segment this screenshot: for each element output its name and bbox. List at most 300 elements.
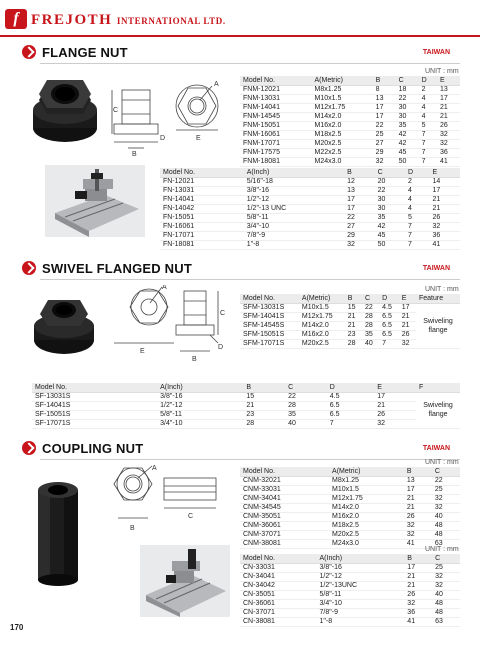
table-cell: CNM-36061 <box>240 521 329 530</box>
coupling-inch-table <box>240 554 460 627</box>
table-cell: 4 <box>405 195 429 204</box>
table-cell: 32 <box>432 572 460 581</box>
table-cell: CNM-33031 <box>240 485 329 494</box>
table-cell: FNM-13031 <box>240 94 312 103</box>
table-cell: 41 <box>437 157 460 166</box>
column-header: C <box>362 294 379 303</box>
column-header: D <box>419 76 437 85</box>
column-header: E <box>429 168 460 177</box>
table-cell: 21 <box>404 572 432 581</box>
table-cell: 17 <box>344 204 374 213</box>
table-cell: 21 <box>345 321 362 330</box>
table-cell: 17 <box>399 303 416 312</box>
table-cell: 1"-8 <box>317 617 405 626</box>
table-cell: SF-13031S <box>32 392 157 401</box>
table-cell: 12 <box>344 177 374 186</box>
table-cell: FNM-17575 <box>240 148 312 157</box>
column-header: D <box>405 168 429 177</box>
table-cell: 6.5 <box>327 401 375 410</box>
table-cell: 21 <box>404 494 432 503</box>
table-cell: FNM-16061 <box>240 130 312 139</box>
table-cell: 32 <box>374 419 416 428</box>
table-cell: 50 <box>375 240 405 249</box>
table-row <box>240 121 460 130</box>
table-cell: 3/4"-10 <box>244 222 344 231</box>
column-header: B <box>404 467 432 476</box>
swivel-nut-photo <box>28 290 100 358</box>
table-row <box>240 148 460 157</box>
table-row <box>240 563 460 572</box>
table-cell: 3/4"-10 <box>317 599 405 608</box>
table-cell: 41 <box>429 240 460 249</box>
column-header: C <box>285 383 327 392</box>
flange-inch-table <box>160 168 460 250</box>
table-cell: 22 <box>344 213 374 222</box>
table-cell: M10x1.5 <box>329 485 404 494</box>
table-cell: 13 <box>373 94 396 103</box>
table-cell: 15 <box>345 303 362 312</box>
table-cell: 7 <box>379 339 399 348</box>
dim-label-b: B <box>132 151 137 158</box>
coupling-nut-drawing <box>100 462 220 542</box>
table-cell: 40 <box>432 590 460 599</box>
table-cell: 35 <box>362 330 379 339</box>
brand-name <box>31 11 226 29</box>
table-cell: SF-15051S <box>32 410 157 419</box>
table-row <box>240 303 460 312</box>
column-header: B <box>345 294 362 303</box>
column-header: C <box>432 467 460 476</box>
table-cell: CN-33031 <box>240 563 317 572</box>
table-cell: CNM-37071 <box>240 530 329 539</box>
table-cell: SFM-17071S <box>240 339 299 348</box>
table-cell: 21 <box>374 401 416 410</box>
table-cell: FN-17071 <box>160 231 244 240</box>
unit-label: UNIT : mm <box>425 68 459 75</box>
section-title: COUPLING NUT <box>42 441 144 456</box>
table-cell: 35 <box>375 213 405 222</box>
table-cell: M16x2.0 <box>329 512 404 521</box>
table-cell: 27 <box>373 139 396 148</box>
table-row <box>160 186 460 195</box>
feature-cell: Swiveling flange <box>416 303 460 348</box>
table-cell: M8x1.25 <box>312 85 373 94</box>
table-cell: 21 <box>345 312 362 321</box>
table-cell: M8x1.25 <box>329 476 404 485</box>
table-cell: 22 <box>285 392 327 401</box>
table-cell: M12x1.75 <box>299 312 345 321</box>
column-header: B <box>243 383 285 392</box>
table-cell: 30 <box>375 204 405 213</box>
table-cell: 5 <box>405 213 429 222</box>
table-row <box>240 503 460 512</box>
table-cell: 36 <box>437 148 460 157</box>
table-cell: 4 <box>419 112 437 121</box>
table-cell: 45 <box>375 231 405 240</box>
table-cell: M24x3.0 <box>329 539 404 548</box>
section-rule <box>40 63 460 64</box>
table-row <box>240 581 460 590</box>
table-cell: 25 <box>373 130 396 139</box>
table-row <box>240 476 460 485</box>
table-cell: 50 <box>396 157 419 166</box>
column-header: C <box>432 554 460 563</box>
column-header: Model No. <box>240 467 329 476</box>
table-cell: 2 <box>419 85 437 94</box>
table-cell: 3/8"-16 <box>317 563 405 572</box>
table-cell: M16x2.0 <box>312 121 373 130</box>
table-cell: 40 <box>432 512 460 521</box>
table-cell: FNM-18081 <box>240 157 312 166</box>
table-cell: FNM-15051 <box>240 121 312 130</box>
table-cell: 22 <box>375 186 405 195</box>
table-row <box>160 231 460 240</box>
table-cell: 48 <box>432 599 460 608</box>
table-cell: 21 <box>429 195 460 204</box>
table-cell: 32 <box>404 521 432 530</box>
table-cell: SFM-13031S <box>240 303 299 312</box>
dim-label-e: E <box>140 348 145 355</box>
column-header: F <box>416 383 460 392</box>
column-header: D <box>327 383 375 392</box>
table-cell: 15 <box>243 392 285 401</box>
table-cell: FN-16061 <box>160 222 244 231</box>
chevron-icon <box>22 45 36 59</box>
table-row <box>32 410 460 419</box>
table-cell: M18x2.5 <box>329 521 404 530</box>
origin-label: TAIWAN <box>422 445 450 452</box>
table-cell: 7 <box>327 419 375 428</box>
table-cell: 23 <box>345 330 362 339</box>
table-cell: FN-12021 <box>160 177 244 186</box>
table-cell: 3/8"-16 <box>157 392 243 401</box>
table-cell: 20 <box>375 177 405 186</box>
table-cell: 36 <box>404 608 432 617</box>
table-cell: 6.5 <box>379 330 399 339</box>
dim-label-a: A <box>152 465 157 472</box>
table-row <box>240 94 460 103</box>
table-row <box>32 392 460 401</box>
table-cell: 26 <box>404 512 432 521</box>
column-header: A(Metric) <box>312 76 373 85</box>
table-cell: 32 <box>437 139 460 148</box>
table-cell: 4 <box>419 94 437 103</box>
feature-cell: Swiveling flange <box>416 392 460 428</box>
brand-logo: f <box>5 9 27 29</box>
table-row <box>240 530 460 539</box>
table-cell: 32 <box>437 130 460 139</box>
table-cell: 28 <box>362 321 379 330</box>
table-cell: 21 <box>429 204 460 213</box>
table-cell: 3/4"-10 <box>157 419 243 428</box>
coupling-application-photo <box>140 545 230 617</box>
table-cell: 17 <box>437 94 460 103</box>
table-cell: 4 <box>419 103 437 112</box>
table-cell: 26 <box>399 330 416 339</box>
table-cell: 26 <box>404 590 432 599</box>
table-cell: 5 <box>419 121 437 130</box>
table-cell: 28 <box>345 339 362 348</box>
table-row <box>240 521 460 530</box>
table-cell: 32 <box>404 599 432 608</box>
table-cell: M10x1.5 <box>312 94 373 103</box>
coupling-nut-section-header <box>20 438 460 460</box>
table-cell: 28 <box>285 401 327 410</box>
table-cell: CN-37071 <box>240 608 317 617</box>
column-header: B <box>373 76 396 85</box>
table-row <box>160 222 460 231</box>
table-cell: CNM-35051 <box>240 512 329 521</box>
section-title: FLANGE NUT <box>42 45 128 60</box>
table-cell: 27 <box>344 222 374 231</box>
table-cell: 35 <box>396 121 419 130</box>
column-header: E <box>399 294 416 303</box>
table-cell: 22 <box>432 476 460 485</box>
flange-nut-drawing <box>110 80 230 160</box>
table-row <box>32 401 460 410</box>
dim-label-c: C <box>188 513 194 520</box>
table-cell: 5/16"-18 <box>244 177 344 186</box>
table-cell: 5/8"-11 <box>157 410 243 419</box>
table-cell: 6.5 <box>327 410 375 419</box>
table-cell: 2 <box>405 177 429 186</box>
table-cell: 7 <box>419 157 437 166</box>
table-cell: 35 <box>285 410 327 419</box>
table-cell: 25 <box>432 485 460 494</box>
table-cell: CN-34042 <box>240 581 317 590</box>
table-cell: 32 <box>344 240 374 249</box>
table-cell: 21 <box>243 401 285 410</box>
table-cell: FNM-17071 <box>240 139 312 148</box>
unit-label: UNIT : mm <box>425 286 459 293</box>
table-cell: 6.5 <box>379 321 399 330</box>
table-cell: 48 <box>432 608 460 617</box>
table-cell: 32 <box>432 503 460 512</box>
column-header: A(Inch) <box>244 168 344 177</box>
table-cell: 7 <box>419 139 437 148</box>
table-cell: 7 <box>405 240 429 249</box>
table-row <box>160 213 460 222</box>
table-cell: 13 <box>344 186 374 195</box>
table-row <box>240 139 460 148</box>
column-header: B <box>344 168 374 177</box>
table-cell: 30 <box>375 195 405 204</box>
column-header: Model No. <box>160 168 244 177</box>
table-cell: SFM-14545S <box>240 321 299 330</box>
table-cell: FN-14042 <box>160 204 244 213</box>
table-row <box>240 617 460 626</box>
table-cell: 32 <box>373 157 396 166</box>
origin-label: TAIWAN <box>422 265 450 272</box>
table-row <box>160 177 460 186</box>
table-cell: 1"-8 <box>244 240 344 249</box>
dim-label-a: A <box>162 285 167 291</box>
table-cell: 8 <box>373 85 396 94</box>
dim-label-d: D <box>218 344 224 351</box>
table-cell: 63 <box>432 539 460 548</box>
section-rule <box>40 459 460 460</box>
table-row <box>240 485 460 494</box>
table-cell: CNM-32021 <box>240 476 329 485</box>
table-row <box>240 85 460 94</box>
table-cell: 23 <box>243 410 285 419</box>
table-row <box>240 512 460 521</box>
table-cell: 21 <box>437 112 460 121</box>
dim-label-b: B <box>130 525 135 532</box>
table-cell: FN-15051 <box>160 213 244 222</box>
table-cell: 41 <box>404 539 432 548</box>
dim-label-e: E <box>196 135 201 142</box>
table-cell: 21 <box>399 312 416 321</box>
flange-application-photo <box>45 165 145 237</box>
table-cell: 1/2"-12 <box>157 401 243 410</box>
table-cell: 4.5 <box>379 303 399 312</box>
table-cell: SFM-14041S <box>240 312 299 321</box>
table-cell: 28 <box>243 419 285 428</box>
unit-label: UNIT : mm <box>425 459 459 466</box>
table-cell: 13 <box>404 476 432 485</box>
dim-label-b: B <box>192 356 197 363</box>
column-header: A(Metric) <box>299 294 345 303</box>
table-cell: 32 <box>432 581 460 590</box>
table-cell: SFM-15051S <box>240 330 299 339</box>
table-row <box>32 419 460 428</box>
table-cell: 22 <box>362 303 379 312</box>
column-header: E <box>437 76 460 85</box>
table-cell: 21 <box>437 103 460 112</box>
table-cell: M10x1.5 <box>299 303 345 312</box>
table-cell: 7 <box>405 222 429 231</box>
table-cell: 6.5 <box>379 312 399 321</box>
table-cell: 48 <box>432 530 460 539</box>
table-cell: 29 <box>344 231 374 240</box>
table-cell: 17 <box>373 112 396 121</box>
column-header: D <box>379 294 399 303</box>
table-cell: 36 <box>429 231 460 240</box>
table-cell: 7 <box>419 148 437 157</box>
swivel-metric-table <box>240 294 460 349</box>
table-cell: 18 <box>396 85 419 94</box>
table-cell: CNM-34041 <box>240 494 329 503</box>
table-row <box>160 204 460 213</box>
column-header: A(Inch) <box>157 383 243 392</box>
table-cell: 17 <box>374 392 416 401</box>
dim-label-a: A <box>214 81 219 88</box>
swivel-flanged-nut-section-header <box>20 258 460 280</box>
table-cell: FNM-12021 <box>240 85 312 94</box>
table-cell: 21 <box>404 503 432 512</box>
table-cell: 29 <box>373 148 396 157</box>
column-header: C <box>375 168 405 177</box>
table-cell: M22x2.5 <box>312 148 373 157</box>
table-cell: 45 <box>396 148 419 157</box>
table-cell: 63 <box>432 617 460 626</box>
table-cell: 32 <box>429 222 460 231</box>
table-cell: 4 <box>405 204 429 213</box>
column-header: Model No. <box>240 76 312 85</box>
dim-label-c: C <box>220 310 226 317</box>
column-header: B <box>404 554 432 563</box>
header-divider <box>0 35 480 37</box>
table-cell: CN-36061 <box>240 599 317 608</box>
table-cell: 21 <box>399 321 416 330</box>
table-row <box>160 195 460 204</box>
table-cell: 30 <box>396 112 419 121</box>
table-cell: 17 <box>404 563 432 572</box>
table-cell: M20x2.5 <box>299 339 345 348</box>
column-header: C <box>396 76 419 85</box>
coupling-metric-table <box>240 467 460 549</box>
table-cell: CN-35051 <box>240 590 317 599</box>
column-header: A(Inch) <box>317 554 405 563</box>
swivel-nut-drawing <box>110 285 230 365</box>
page-number: 170 <box>10 623 24 632</box>
table-cell: 7 <box>405 231 429 240</box>
table-cell: 7/8"-9 <box>317 608 405 617</box>
table-cell: 5/8"-11 <box>244 213 344 222</box>
flange-metric-table <box>240 76 460 167</box>
table-cell: SF-14041S <box>32 401 157 410</box>
table-cell: M14x2.0 <box>299 321 345 330</box>
table-cell: SF-17071S <box>32 419 157 428</box>
table-cell: 40 <box>285 419 327 428</box>
column-header: E <box>374 383 416 392</box>
table-cell: 22 <box>373 121 396 130</box>
chevron-icon <box>22 261 36 275</box>
table-cell: 32 <box>404 530 432 539</box>
unit-label: UNIT : mm <box>425 546 459 553</box>
brand-sub: INTERNATIONAL LTD. <box>116 16 226 26</box>
section-title: SWIVEL FLANGED NUT <box>42 261 192 276</box>
brand-main: FREJOTH <box>31 12 113 28</box>
table-cell: 1/2"-12 <box>317 572 405 581</box>
table-cell: M18x2.5 <box>312 130 373 139</box>
column-header: Feature <box>416 294 460 303</box>
table-cell: FN-13031 <box>160 186 244 195</box>
table-cell: CN-34041 <box>240 572 317 581</box>
table-cell: 26 <box>437 121 460 130</box>
table-cell: 17 <box>429 186 460 195</box>
table-cell: 1/2"-12 <box>244 195 344 204</box>
table-cell: 41 <box>404 617 432 626</box>
table-cell: CNM-38081 <box>240 539 329 548</box>
table-cell: 17 <box>404 485 432 494</box>
dim-label-c: C <box>113 107 119 114</box>
page-header <box>0 0 480 38</box>
table-cell: 5/8"-11 <box>317 590 405 599</box>
table-cell: 1/2"-13UNC <box>317 581 405 590</box>
table-row <box>240 608 460 617</box>
table-cell: 1/2"-13 UNC <box>244 204 344 213</box>
flange-nut-section-header <box>20 42 460 64</box>
table-cell: 4 <box>405 186 429 195</box>
table-cell: M14x2.0 <box>312 112 373 121</box>
table-cell: 17 <box>344 195 374 204</box>
swivel-inch-table <box>32 383 460 429</box>
table-cell: FNM-14545 <box>240 112 312 121</box>
table-cell: 14 <box>429 177 460 186</box>
table-cell: 22 <box>396 94 419 103</box>
table-cell: CNM-34545 <box>240 503 329 512</box>
table-cell: 7/8"-9 <box>244 231 344 240</box>
table-cell: FNM-14041 <box>240 103 312 112</box>
table-cell: M12x1.75 <box>329 494 404 503</box>
table-cell: 4.5 <box>327 392 375 401</box>
table-cell: M20x2.5 <box>312 139 373 148</box>
table-cell: 28 <box>362 312 379 321</box>
coupling-nut-photo <box>30 478 86 588</box>
table-cell: 26 <box>374 410 416 419</box>
